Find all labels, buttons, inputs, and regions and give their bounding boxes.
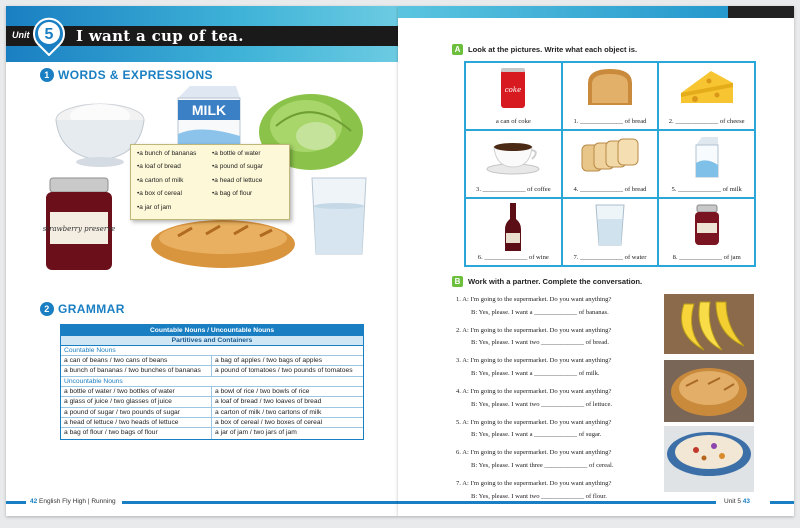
right-page-footer [398,498,794,506]
conversation-item [456,447,666,478]
activity-b-heading [452,276,642,287]
picture-cell-jam [658,198,755,266]
table-row [61,366,363,376]
table-cell: a loaf of bread / two loaves of bread [215,398,322,406]
line-a: 2. A: I'm going to the supermarket. Do you want anything? [456,326,612,334]
jam-label: strawberry preserve [42,225,116,233]
table-row [61,397,363,407]
word-list-item: • a bag of flour [212,190,283,200]
line-b: B: Yes, please. I want two _____________ of flour. [471,492,607,500]
footer-rule [398,501,716,504]
table-cell: a bowl of rice / two bowls of rice [215,387,310,395]
line-b: B: Yes, please. I want a _____________ of milk. [471,369,600,377]
picture-caption: 3. _____________ of coffee [476,186,551,193]
series-name: Running [91,498,116,505]
bread-loaf-icon [584,67,636,107]
cheese-icon [679,67,735,107]
picture-cell-bread-loaf [562,62,659,130]
picture-cell-coffee [465,130,562,198]
unit-number: 5 [44,26,54,43]
bread-image [148,214,298,270]
word-list-item: • a bottle of water [212,150,283,160]
picture-caption: 5. _____________ of milk [671,186,742,193]
activity-a-badge: A [452,44,463,55]
conversation-item [456,417,666,448]
footer-rule [122,501,398,504]
table-row [61,408,363,418]
line-a: 1. A: I'm going to the supermarket. Do you want anything? [456,296,612,303]
table-row [61,418,363,428]
table-cell: a head of lettuce / two heads of lettuce [61,418,212,427]
conversation-item [456,386,666,417]
section-title: WORDS & EXPRESSIONS [58,68,213,82]
cereal-photo [664,426,754,492]
footer-text [724,498,750,505]
word-list-item: • a head of lettuce [212,177,283,187]
picture-grid [464,61,756,267]
picture-caption: 8. _____________ of jam [672,254,741,261]
grammar-table [60,324,364,440]
picture-cell-cheese [658,62,755,130]
unit-label: Unit [12,30,30,40]
right-page-corner-band [728,6,794,18]
milk-label: MILK [191,102,227,118]
table-cell: a jar of jam / two jars of jam [215,429,297,437]
section-grammar-heading [40,302,125,316]
left-page [6,6,398,516]
picture-caption: a can of coke [495,118,531,125]
wine-bottle-icon [503,203,523,253]
word-list-item: • a box of cereal [137,190,208,200]
word-list-item: • a bunch of bananas [137,150,208,160]
table-cell: a can of beans / two cans of beans [61,356,212,365]
section-number: 1 [40,68,54,82]
picture-cell-coke [465,62,562,130]
table-cell: a bunch of bananas / two bunches of bananas [61,366,212,375]
water-glass-image [306,176,372,258]
table-cell: a bottle of water / two bottles of water [61,387,212,396]
picture-caption: 1. _____________ of bread [573,118,647,125]
line-a: 4. A: I'm going to the supermarket. Do you want anything? [456,388,612,396]
conversation-item [456,355,666,386]
page-number: 42 [30,498,38,505]
section-title: GRAMMAR [58,302,125,316]
word-list-item: • a carton of milk [137,177,208,187]
table-cell: a bag of apples / two bags of apples [215,357,323,364]
book-title: English Fly High [39,498,87,505]
activity-b-instruction: Work with a partner. Complete the conversation. [468,277,643,286]
line-a: 3. A: I'm going to the supermarket. Do you want anything? [456,357,612,365]
milk-carton-image [170,84,244,150]
bananas-photo [664,294,754,354]
grammar-table-title: Countable Nouns / Uncountable Nouns [61,325,363,336]
line-b: B: Yes, please. I want three _____________ of cereal. [471,461,614,469]
unit-title: I want a cup of tea. [76,27,244,45]
table-row [61,428,363,438]
footer-separator: | [87,498,90,505]
conversation-list [456,294,666,509]
line-b: B: Yes, please. I want a _____________ of sugar. [471,431,602,439]
conversation-item [456,294,666,325]
grammar-table-subtitle: Partitives and Containers [61,336,363,346]
table-row [61,387,363,397]
activity-b-badge: B [452,276,463,287]
right-page [398,6,794,516]
picture-cell-bread-slices [562,130,659,198]
bread-slices-icon [580,135,640,175]
jam-jar-image [42,176,116,272]
activity-a-instruction: Look at the pictures. Write what each object is. [468,45,638,54]
picture-caption: 2. _____________ of cheese [668,118,745,125]
line-b: B: Yes, please. I want two _____________ of bread. [471,339,610,347]
unit-number-badge [32,16,66,56]
picture-caption: 4. _____________ of bread [573,186,647,193]
line-a: 6. A: I'm going to the supermarket. Do you want anything? [456,449,612,457]
section-words-expressions-heading [40,68,213,82]
table-cell: a pound of sugar / two pounds of sugar [61,408,212,417]
jam-jar-icon [692,203,722,247]
line-a: 5. A: I'm going to the supermarket. Do you want anything? [456,418,612,426]
table-cell: a box of cereal / two boxes of cereal [215,418,323,426]
footer-text [30,498,116,505]
water-glass-icon [593,203,627,247]
line-b: B: Yes, please. I want a _____________ of bananas. [471,308,609,316]
line-b: B: Yes, please. I want two _____________ of lettuce. [471,400,613,408]
section-number: 2 [40,302,54,316]
conversation-item [456,325,666,356]
table-cell: a glass of juice / two glasses of juice [61,397,212,406]
picture-caption: 7. _____________ of water [573,254,647,261]
table-cell: a bag of flour / two bags of flour [61,428,212,438]
word-list-item: • a pound of sugar [212,163,283,173]
word-list-item: • a loaf of bread [137,163,208,173]
picture-cell-water [562,198,659,266]
coke-can-icon [498,67,528,111]
page-number: 43 [742,498,751,505]
uncountable-nouns-label: Uncountable Nouns [61,377,363,387]
line-a: 7. A: I'm going to the supermarket. Do you want anything? [456,480,612,488]
footer-rule [6,501,26,504]
coke-label: coke [505,86,522,94]
activity-a-heading [452,44,637,55]
picture-cell-wine [465,198,562,266]
table-row [61,356,363,366]
countable-nouns-label: Countable Nouns [61,346,363,356]
table-cell: a pound of tomatoes / two pounds of tomatoes [215,367,353,375]
table-cell: a carton of milk / two cartons of milk [215,408,322,416]
milk-carton-icon [692,135,722,179]
word-list-box [130,144,290,220]
picture-cell-milk [658,130,755,198]
unit-reference: Unit 5 [724,498,741,505]
bread-photo [664,360,754,422]
footer-rule [770,501,794,504]
picture-caption: 6. _____________ of wine [477,254,549,261]
left-page-footer [6,498,398,506]
word-list-item: • a jar of jam [137,204,208,214]
coffee-cup-icon [484,135,542,175]
